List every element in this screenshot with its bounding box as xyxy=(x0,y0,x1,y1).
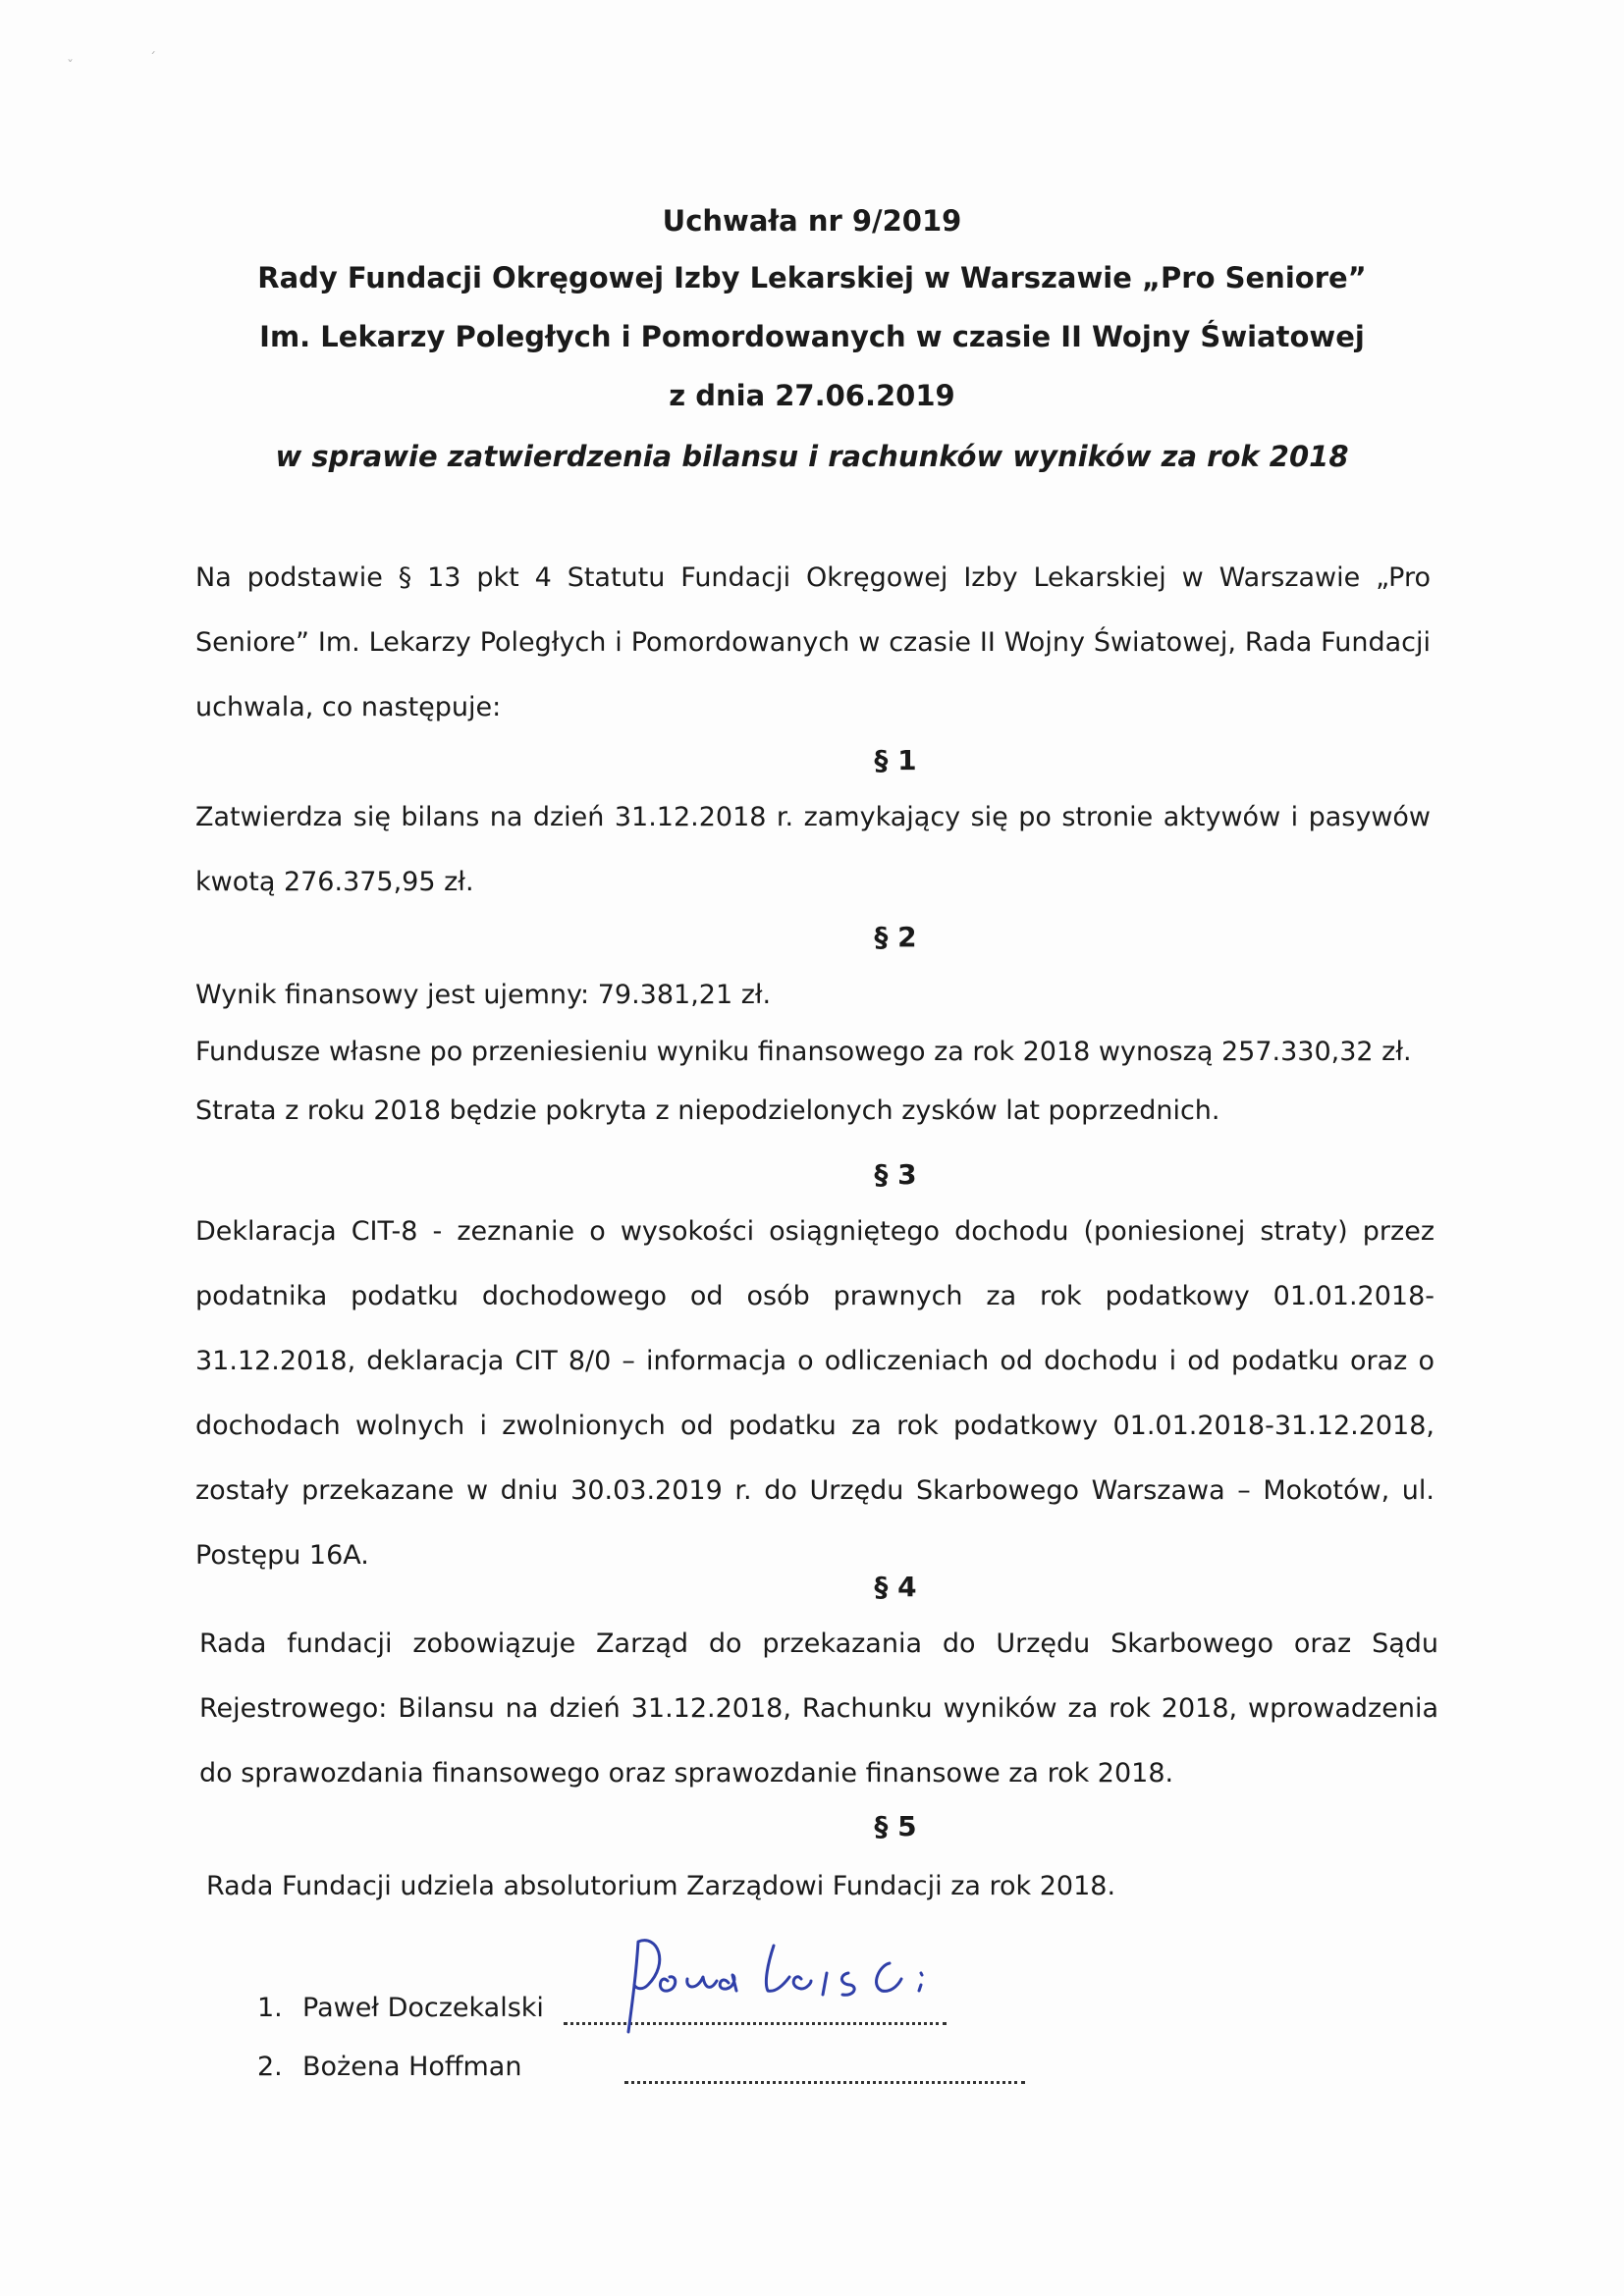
section-2-line-2: Fundusze własne po przeniesieniu wyniku finansowego za rok 2018 wynoszą 257.330,32 zł. xyxy=(195,1037,1412,1067)
signatory-row xyxy=(257,2052,521,2082)
section-5-text: Rada Fundacji udziela absolutorium Zarządowi Fundacji za rok 2018. xyxy=(206,1871,1116,1901)
section-1-text: Zatwierdza się bilans na dzień 31.12.2018 r. zamykający się po stronie aktywów i pasywów kwotą 276.375,95 zł. xyxy=(195,802,1431,897)
signatory-name: Bożena Hoffman xyxy=(302,2052,522,2082)
signatory-name: Paweł Doczekalski xyxy=(302,1993,544,2023)
section-4-text: Rada fundacji zobowiązuje Zarząd do przekazania do Urzędu Skarbowego oraz Sądu Rejestrowego: Bilansu na dzień 31.12.2018, Rachunku wyników za rok 2018, wprowadzenia do sprawozdania finansowego oraz sprawozdanie finansowe za rok 2018. xyxy=(199,1629,1438,1789)
scan-artifact: ˇ xyxy=(67,59,74,75)
resolution-subject: w sprawie zatwierdzenia bilansu i rachunków wyników za rok 2018 xyxy=(275,440,1349,473)
section-mark-5: § 5 xyxy=(874,1810,917,1842)
section-mark-4: § 4 xyxy=(874,1571,917,1603)
preamble-paragraph: Na podstawie § 13 pkt 4 Statutu Fundacji Okręgowej Izby Lekarskiej w Warszawie „Pro Seniore” Im. Lekarzy Poległych i Pomordowanych w czasie II Wojny Światowej, Rada Fundacji uchwala, co następuje: xyxy=(195,562,1431,722)
signatory-number: 1. xyxy=(257,1993,283,2023)
section-mark-1: § 1 xyxy=(874,744,917,776)
resolution-date: z dnia 27.06.2019 xyxy=(669,379,955,412)
signatory-row xyxy=(257,1993,544,2023)
section-2-line-3: Strata z roku 2018 będzie pokryta z niepodzielonych zysków lat poprzednich. xyxy=(195,1095,1220,1126)
scan-artifact: ˊ xyxy=(149,51,156,67)
handwritten-signature xyxy=(609,1934,982,2042)
signatory-number: 2. xyxy=(257,2052,283,2082)
section-2-line-1: Wynik finansowy jest ujemny: 79.381,21 zł. xyxy=(195,980,772,1010)
council-name: Rady Fundacji Okręgowej Izby Lekarskiej w Warszawie „Pro Seniore” xyxy=(257,261,1367,294)
section-mark-2: § 2 xyxy=(874,921,917,953)
signature-line xyxy=(624,2081,1025,2084)
resolution-title: Uchwała nr 9/2019 xyxy=(662,204,962,238)
section-mark-3: § 3 xyxy=(874,1158,917,1191)
foundation-dedication: Im. Lekarzy Poległych i Pomordowanych w czasie II Wojny Światowej xyxy=(259,320,1365,353)
section-3-text: Deklaracja CIT-8 - zeznanie o wysokości osiągniętego dochodu (poniesionej straty) przez podatnika podatku dochodowego od osób prawnych za rok podatkowy 01.01.2018-31.12.2018, deklaracja CIT 8/0 – informacja o odliczeniach od dochodu i od podatku oraz o dochodach wolnych i zwolnionych od podatku za rok podatkowy 01.01.2018-31.12.2018, zostały przekazane w dniu 30.03.2019 r. do Urzędu Skarbowego Warszawa – Mokotów, ul. Postępu 16A. xyxy=(195,1216,1435,1571)
